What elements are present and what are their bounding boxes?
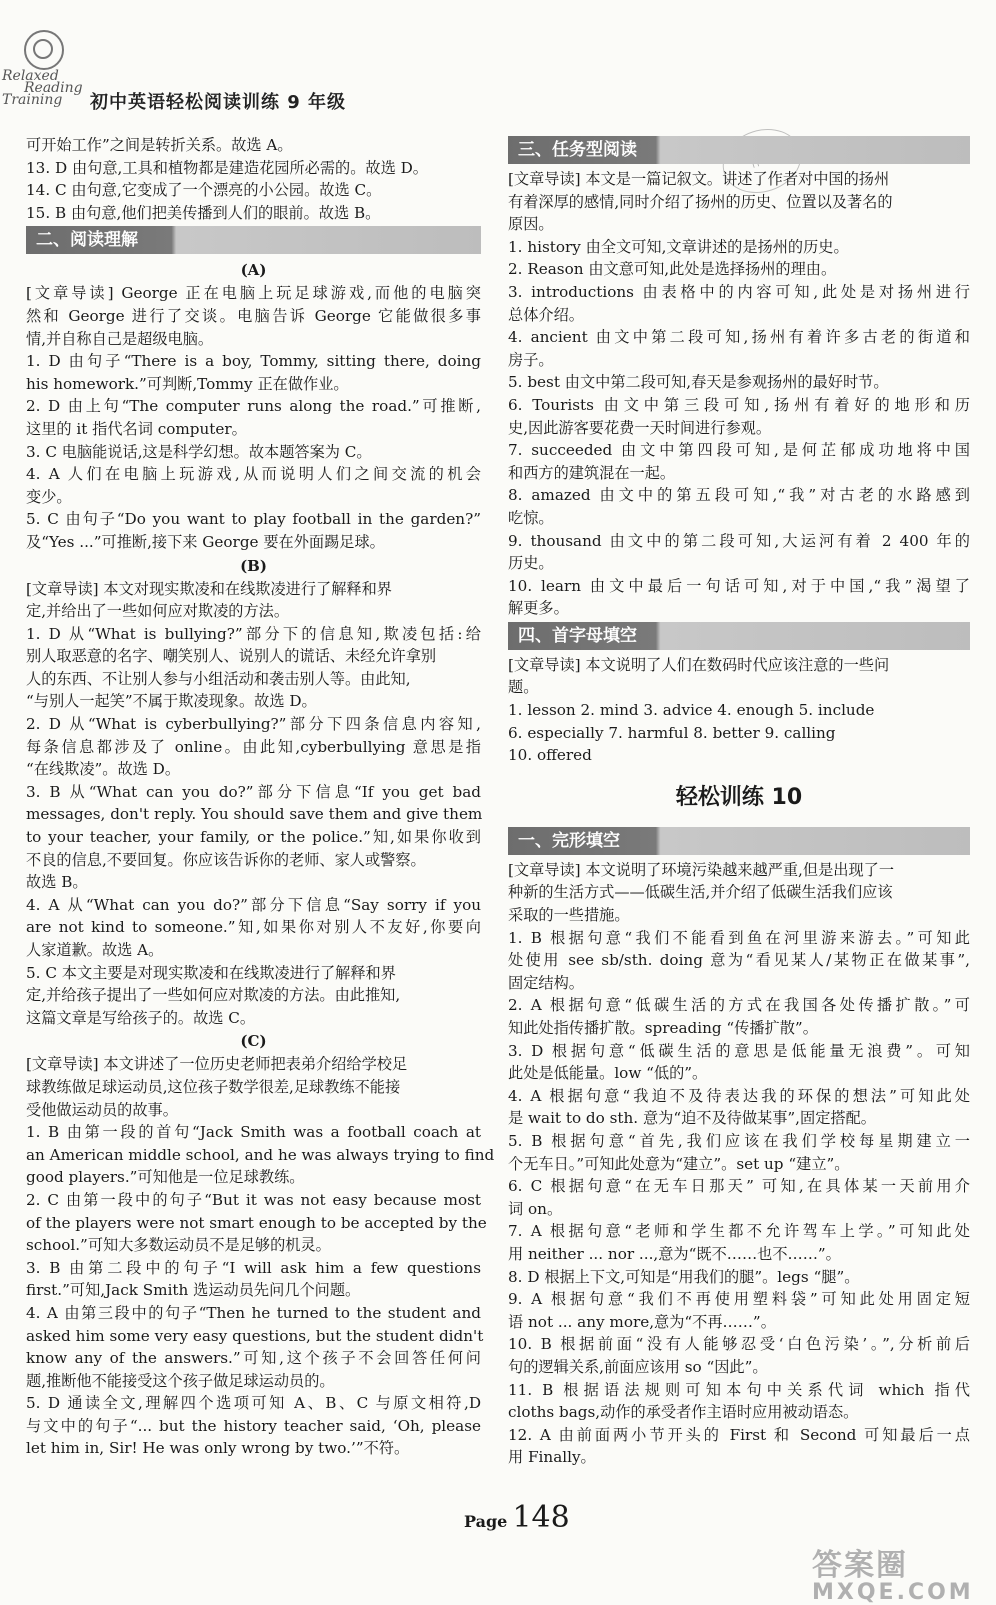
part-c-heading: (C)	[240, 1032, 267, 1051]
text-line: 2. C 由第一段中的句子“But it was not easy because most	[26, 1190, 481, 1209]
text-line: 语 not ... any more,意为“不再……”。	[508, 1312, 776, 1331]
logo-inner-ring-icon	[33, 39, 53, 59]
text-line: 1. B 根据句意“我们不能看到鱼在河里游来游去。”可知此	[508, 928, 970, 947]
part-c-answers	[26, 1053, 495, 1460]
text-line: 1. lesson 2. mind 3. advice 4. enough 5. include	[508, 701, 875, 720]
text-line: 球教练做足球运动员,这位孩子数学很差,足球教练不能接	[26, 1077, 401, 1096]
page-label: Page	[464, 1512, 508, 1531]
text-line: [文章导读] 本文是一篇记叙文。讲述了作者对中国的扬州	[508, 170, 890, 188]
text-line: 知此处指传播扩散。spreading “传播扩散”。	[508, 1019, 818, 1037]
text-line: 1. D 从“What is bullying?”部分下的信息知,欺凌包括:给	[26, 624, 481, 643]
text-line: 固定结构。	[508, 973, 584, 992]
cloze-answers	[508, 859, 970, 1469]
text-line: 用 neither ... nor ...,意为“既不……也不……”。	[508, 1244, 841, 1263]
text-line: 8. D 根据上下文,可知是“用我们的腿”。legs “腿”。	[508, 1267, 860, 1286]
text-line: 3. D 根据句意“低碳生活的意思是低能量无浪费”。可知	[508, 1041, 970, 1060]
right-column	[508, 134, 970, 1469]
text-line: 是 wait to do sth. 意为“迫不及待做某事”,固定搭配。	[508, 1109, 876, 1128]
text-line: 15. B 由句意,他们把美传播到人们的眼前。故选 B。	[26, 203, 381, 222]
section-initial-letter-fill: 四、首字母填空	[508, 622, 970, 650]
text-line: 处使用 see sb/sth. doing 意为“看见某人/某物正在做某事”,	[508, 951, 970, 970]
text-line: 有着深厚的感情,同时介绍了扬州的历史、位置以及著名的	[508, 192, 893, 211]
text-line: 5. C 由句子“Do you want to play football in the garden?”	[26, 510, 481, 529]
text-line: [文章导读] 本文说明了人们在数码时代应该注意的一些问	[508, 655, 890, 674]
text-line: 用 Finally。	[508, 1448, 596, 1467]
section-reading-comprehension: 二、阅读理解	[26, 226, 481, 254]
text-line: 3. B 由第二段中的句子“I will ask him a few questions	[26, 1258, 481, 1277]
text-line: 解更多。	[508, 599, 569, 618]
task-reading-answers	[508, 168, 970, 620]
logo-word: Relaxed	[2, 68, 59, 84]
series-logo	[2, 28, 83, 110]
text-line: 种新的生活方式——低碳生活,并介绍了低碳生活我们应该	[508, 883, 893, 902]
text-line: 每条信息都涉及了 online。由此知,cyberbullying 意思是指	[26, 737, 481, 756]
text-line: 14. C 由句意,它变成了一个漂亮的小公园。故选 C。	[26, 181, 382, 200]
text-line: 题。	[508, 678, 539, 697]
text-line: 2. D 由上句“The computer runs along the road.”可推断,	[26, 397, 481, 416]
text-line: 变少。	[26, 487, 72, 506]
text-line: 此处是低能量。low “低的”。	[508, 1064, 708, 1083]
text-line: 7. A 根据句意“老师和学生都不允许驾车上学。”可知此处	[508, 1222, 970, 1241]
book-title: 初中英语轻松阅读训练 9 年级	[90, 92, 347, 113]
initial-letter-answers	[508, 654, 970, 767]
text-line: 史,因此游客要花费一天时间进行参观。	[508, 418, 772, 437]
text-line: 13. D 由句意,工具和植物都是建造花园所必需的。故选 D。	[26, 158, 428, 177]
text-line: school.”可知大多数运动员不是足够的机灵。	[26, 1236, 331, 1255]
text-line: 1. history 由全文可知,文章讲述的是扬州的历史。	[508, 237, 849, 256]
text-line: 别人取恶意的名字、嘲笑别人、说别人的谎话、未经允许拿别	[26, 647, 437, 666]
part-b-heading: (B)	[240, 556, 267, 575]
text-line: 人的东西、不让别人参与小组活动和袭击别人等。由此知,	[26, 669, 411, 688]
text-line: 3. C 电脑能说话,这是科学幻想。故本题答案为 C。	[26, 442, 372, 461]
text-line: 这篇文章是写给孩子的。故选 C。	[26, 1008, 256, 1027]
text-line: 8. amazed 由文中的第五段可知,“我”对古老的水路感到	[508, 486, 970, 505]
text-line: 4. A 由第三段中的句子“Then he turned to the student and	[26, 1303, 481, 1322]
text-line: 定,并给出了一些如何应对欺凌的方法。	[26, 602, 290, 621]
text-line: 不良的信息,不要回复。你应该告诉你的老师、家人或警察。	[26, 850, 426, 869]
text-line: 10. learn 由文中最后一句话可知,对于中国,“我”渴望了	[508, 576, 970, 595]
text-line: 词 on。	[508, 1199, 563, 1218]
text-line: good players.”可知他是一位足球教练。	[26, 1168, 305, 1187]
part-b-answers	[26, 578, 481, 1030]
text-line: 受他做运动员的故事。	[26, 1100, 178, 1119]
text-line: 1. B 由第一段的首句“Jack Smith was a football coach at	[26, 1123, 481, 1142]
part-a-answers	[26, 282, 481, 553]
text-line: “在线欺凌”。故选 D。	[26, 760, 181, 779]
text-line: 10. offered	[508, 746, 592, 765]
text-line: an American middle school, and he was always trying to find	[26, 1145, 495, 1164]
section-task-reading: 三、任务型阅读	[508, 136, 970, 164]
text-line: 这里的 it 指代名词 computer。	[26, 419, 247, 438]
text-line: 12. A 由前面两小节开头的 First 和 Second 可知最后一点	[508, 1425, 970, 1444]
intro-answers	[26, 134, 481, 224]
text-line: 与文中的句子“... but the history teacher said, ‘Oh, please	[26, 1416, 481, 1435]
text-line: first.”可知,Jack Smith 选运动员先问几个问题。	[26, 1281, 361, 1300]
text-line: 故选 B。	[26, 873, 88, 892]
text-line: 11. B 根据语法规则可知本句中关系代词 which 指代	[508, 1380, 970, 1399]
page-footer	[464, 1500, 570, 1535]
text-line: 个无车日。”可知此处意为“建立”。set up “建立”。	[508, 1154, 850, 1173]
text-line: 采取的一些措施。	[508, 906, 630, 925]
text-line: 和西方的建筑混在一起。	[508, 463, 676, 482]
text-line: 6. Tourists 由文中第三段可知,扬州有着好的地形和历	[508, 395, 970, 414]
page-number: 148	[512, 1500, 570, 1535]
text-line: to your teacher, your family, or the police.”知,如果你收到	[26, 828, 481, 847]
text-line: 5. D 通读全文,理解四个选项可知 A、B、C 与原文相符,D	[26, 1394, 481, 1413]
text-line: 6. C 根据句意“在无车日那天” 可知,在具体某一天前用介	[508, 1177, 970, 1196]
text-line: let him in, Sir! He was only wrong by two.’”不符。	[26, 1439, 410, 1458]
text-line: asked him some very easy questions, but the student didn't	[26, 1326, 484, 1345]
text-line: of the players were not smart enough to be accepted by the	[26, 1213, 487, 1232]
text-line: 4. A 人们在电脑上玩游戏,从而说明人们之间交流的机会	[26, 465, 481, 484]
text-line: 可开始工作”之间是转折关系。故选 A。	[26, 136, 293, 154]
text-line: 6. especially 7. harmful 8. better 9. calling	[508, 723, 836, 742]
text-line: 2. Reason 由文意可知,此处是选择扬州的理由。	[508, 260, 837, 279]
text-line: cloths bags,动作的承受者作主语时应用被动语态。	[508, 1403, 859, 1422]
text-line: 3. introductions 由表格中的内容可知,此处是对扬州进行	[508, 282, 970, 301]
section-cloze: 一、完形填空	[508, 827, 970, 855]
text-line: [文章导读] 本文对现实欺凌和在线欺凌进行了解释和界	[26, 579, 392, 598]
watermark: 答案圈 MXQE.COM	[812, 1548, 974, 1605]
logo-word: Training	[2, 92, 63, 108]
text-line: 4. ancient 由文中第二段可知,扬州有着许多古老的街道和	[508, 328, 970, 347]
text-line: 4. A 根据句意“我迫不及待表达我的环保的想法”可知此处	[508, 1086, 970, 1105]
text-line: 10. B 根据前面“没有人能够忍受‘白色污染’。”,分析前后	[508, 1335, 970, 1354]
text-line: [文章导读] 本文说明了环境污染越来越严重,但是出现了一	[508, 860, 895, 879]
text-line: 及“Yes ...”可推断,接下来 George 要在外面踢足球。	[26, 532, 385, 551]
left-column	[26, 134, 495, 1460]
text-line: 4. A 从“What can you do?”部分下信息“Say sorry if you	[26, 895, 481, 914]
text-line: 题,推断他不能接受这个孩子做足球运动员的。	[26, 1371, 335, 1390]
text-line: 吃惊。	[508, 508, 554, 527]
text-line: “与别人一起笑”不属于欺凌现象。故选 D。	[26, 692, 317, 711]
part-a-heading: (A)	[240, 261, 267, 280]
logo-word: Reading	[24, 80, 83, 96]
text-line: 总体介绍。	[508, 305, 584, 324]
text-line: 历史。	[508, 554, 554, 573]
text-line: 5. best 由文中第二段可知,春天是参观扬州的最好时节。	[508, 373, 889, 392]
text-line: 3. B 从“What can you do?”部分下信息“If you get bad	[26, 782, 481, 801]
text-line: 5. B 根据句意“首先,我们应该在我们学校每星期建立一	[508, 1131, 970, 1150]
text-line: 2. A 根据句意“低碳生活的方式在我国各处传播扩散。”可	[508, 996, 970, 1015]
text-line: 5. C 本文主要是对现实欺凌和在线欺凌进行了解释和界	[26, 963, 396, 982]
text-line: 句的逻辑关系,前面应该用 so “因此”。	[508, 1357, 768, 1376]
text-line: are not kind to someone.”知,如果你对别人不友好,你要向	[26, 918, 481, 937]
text-line: 情,并自称自己是超级电脑。	[26, 329, 214, 348]
text-line: 定,并给孩子提出了一些如何应对欺凌的方法。由此推知,	[26, 986, 401, 1005]
text-line: 7. succeeded 由文中第四段可知,是何芷郁成功地将中国	[508, 441, 970, 460]
text-line: [文章导读] George 正在电脑上玩足球游戏,而他的电脑突	[26, 284, 481, 303]
text-line: 然和 George 进行了交谈。电脑告诉 George 它能做很多事	[26, 306, 481, 325]
text-line: know any of the answers.”可知,这个孩子不会回答任何问	[26, 1349, 481, 1368]
text-line: messages, don't reply. You should save them and give them	[26, 805, 483, 824]
text-line: 原因。	[508, 215, 554, 234]
text-line: 1. D 由句子“There is a boy, Tommy, sitting there, doing	[26, 352, 481, 371]
text-line: 房子。	[508, 350, 554, 369]
text-line: 9. A 根据句意“我们不再使用塑料袋”可知此处用固定短	[508, 1290, 970, 1309]
unit-title: 轻松训练 10	[675, 784, 803, 810]
text-line: 2. D 从“What is cyberbullying?”部分下四条信息内容知,	[26, 715, 481, 734]
text-line: 人家道歉。故选 A。	[26, 941, 164, 959]
text-line: [文章导读] 本文讲述了一位历史老师把表弟介绍给学校足	[26, 1055, 408, 1074]
text-line: 9. thousand 由文中的第二段可知,大运河有着 2 400 年的	[508, 531, 970, 550]
text-line: his homework.”可判断,Tommy 正在做作业。	[26, 374, 349, 393]
